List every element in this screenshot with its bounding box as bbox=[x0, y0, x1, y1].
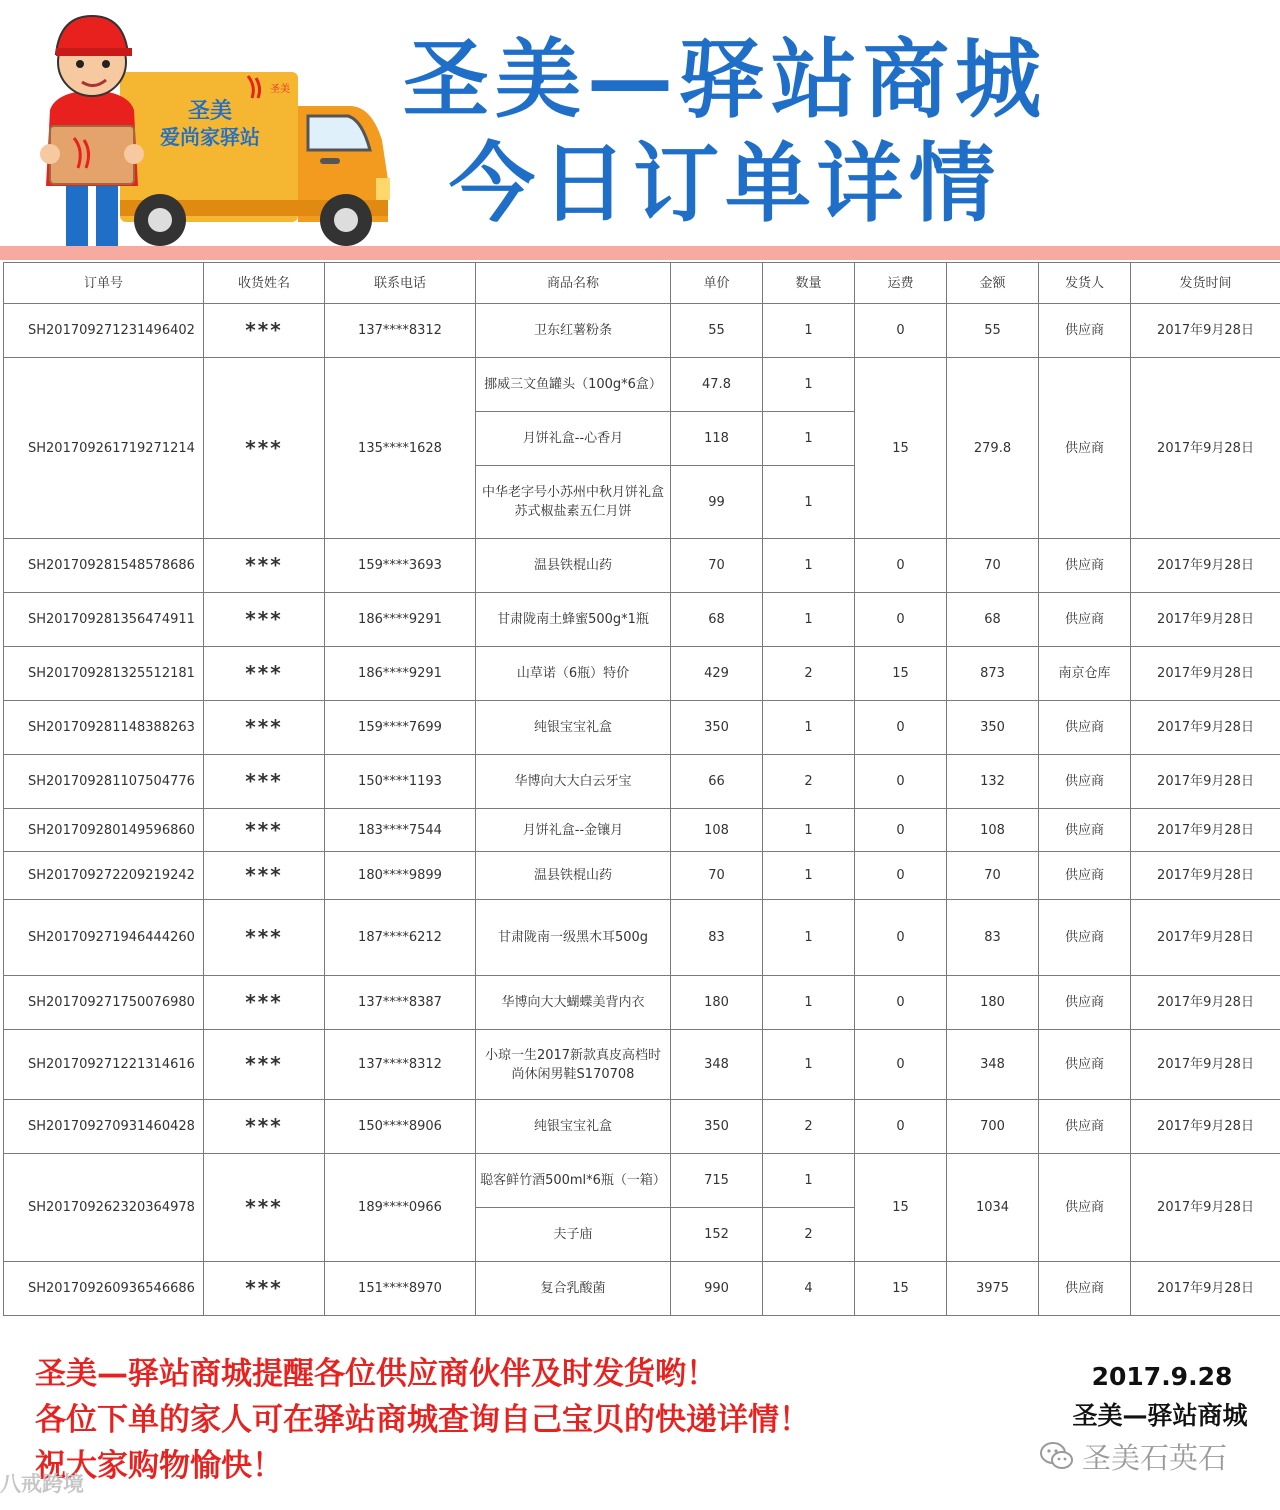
recipient-name-cell: *** bbox=[204, 976, 325, 1030]
quantity-cell: 1 bbox=[763, 304, 855, 358]
recipient-name-cell: *** bbox=[204, 593, 325, 647]
reminder-line-1: 圣美—驿站商城提醒各位供应商伙伴及时发货哟！ bbox=[35, 1356, 717, 1392]
amount-cell: 873 bbox=[947, 647, 1039, 701]
quantity-cell: 1 bbox=[763, 701, 855, 755]
amount-cell: 68 bbox=[947, 593, 1039, 647]
column-header-quantity: 数量 bbox=[763, 263, 855, 304]
ship-time-cell: 2017年9月28日 bbox=[1131, 358, 1280, 539]
recipient-name-cell: *** bbox=[204, 852, 325, 900]
product-name-cell: 卫东红薯粉条 bbox=[476, 304, 671, 358]
table-row bbox=[4, 539, 1280, 593]
phone-cell: 186****9291 bbox=[325, 593, 476, 647]
amount-cell: 1034 bbox=[947, 1154, 1039, 1262]
footer bbox=[0, 1340, 1280, 1510]
column-header-phone: 联系电话 bbox=[325, 263, 476, 304]
page-title-line-1: 圣美—驿站商城 bbox=[403, 30, 1047, 130]
quantity-cell: 1 bbox=[763, 900, 855, 976]
table-row bbox=[4, 701, 1280, 755]
phone-cell: 150****8906 bbox=[325, 1100, 476, 1154]
quantity-cell: 1 bbox=[763, 976, 855, 1030]
recipient-name-cell: *** bbox=[204, 809, 325, 852]
phone-cell: 159****3693 bbox=[325, 539, 476, 593]
orders-table bbox=[3, 262, 1280, 1316]
amount-cell: 348 bbox=[947, 1030, 1039, 1100]
column-header-shipper: 发货人 bbox=[1039, 263, 1131, 304]
unit-price-cell: 66 bbox=[671, 755, 763, 809]
phone-cell: 137****8312 bbox=[325, 1030, 476, 1100]
table-row bbox=[4, 976, 1280, 1030]
quantity-cell: 1 bbox=[763, 539, 855, 593]
table-row bbox=[4, 358, 1280, 412]
quantity-cell: 1 bbox=[763, 1154, 855, 1208]
product-name-cell: 中华老字号小苏州中秋月饼礼盒苏式椒盐素五仁月饼 bbox=[476, 466, 671, 539]
phone-cell: 159****7699 bbox=[325, 701, 476, 755]
product-name-cell: 华博向大大蝴蝶美背内衣 bbox=[476, 976, 671, 1030]
ship-time-cell: 2017年9月28日 bbox=[1131, 701, 1280, 755]
phone-cell: 186****9291 bbox=[325, 647, 476, 701]
ship-time-cell: 2017年9月28日 bbox=[1131, 539, 1280, 593]
unit-price-cell: 70 bbox=[671, 852, 763, 900]
unit-price-cell: 70 bbox=[671, 539, 763, 593]
amount-cell: 350 bbox=[947, 701, 1039, 755]
column-header-amount: 金额 bbox=[947, 263, 1039, 304]
ship-time-cell: 2017年9月28日 bbox=[1131, 1154, 1280, 1262]
order-id-cell: SH201709262320364978 bbox=[4, 1154, 204, 1262]
ship-time-cell: 2017年9月28日 bbox=[1131, 976, 1280, 1030]
quantity-cell: 1 bbox=[763, 466, 855, 539]
recipient-name-cell: *** bbox=[204, 1100, 325, 1154]
truck-logo-text: 圣美 bbox=[270, 84, 290, 95]
ship-time-cell: 2017年9月28日 bbox=[1131, 900, 1280, 976]
recipient-name-cell: *** bbox=[204, 358, 325, 539]
shipping-fee-cell: 0 bbox=[855, 852, 947, 900]
amount-cell: 83 bbox=[947, 900, 1039, 976]
order-id-cell: SH201709281356474911 bbox=[4, 593, 204, 647]
shipper-cell: 供应商 bbox=[1039, 701, 1131, 755]
product-name-cell: 夫子庙 bbox=[476, 1208, 671, 1262]
shipper-cell: 供应商 bbox=[1039, 976, 1131, 1030]
shipping-fee-cell: 0 bbox=[855, 1100, 947, 1154]
ship-time-cell: 2017年9月28日 bbox=[1131, 1030, 1280, 1100]
unit-price-cell: 108 bbox=[671, 809, 763, 852]
quantity-cell: 1 bbox=[763, 1030, 855, 1100]
order-id-cell: SH201709261719271214 bbox=[4, 358, 204, 539]
order-id-cell: SH201709271946444260 bbox=[4, 900, 204, 976]
ship-time-cell: 2017年9月28日 bbox=[1131, 304, 1280, 358]
unit-price-cell: 348 bbox=[671, 1030, 763, 1100]
phone-cell: 150****1193 bbox=[325, 755, 476, 809]
watermark bbox=[0, 1468, 84, 1498]
shipping-fee-cell: 0 bbox=[855, 976, 947, 1030]
quantity-cell: 1 bbox=[763, 809, 855, 852]
product-name-cell: 温县铁棍山药 bbox=[476, 539, 671, 593]
order-id-cell: SH201709271750076980 bbox=[4, 976, 204, 1030]
product-name-cell: 甘肃陇南一级黑木耳500g bbox=[476, 900, 671, 976]
quantity-cell: 4 bbox=[763, 1262, 855, 1316]
amount-cell: 3975 bbox=[947, 1262, 1039, 1316]
unit-price-cell: 83 bbox=[671, 900, 763, 976]
unit-price-cell: 118 bbox=[671, 412, 763, 466]
product-name-cell: 温县铁棍山药 bbox=[476, 852, 671, 900]
wechat-account-badge bbox=[1040, 1436, 1227, 1476]
phone-cell: 137****8312 bbox=[325, 304, 476, 358]
table-header-row bbox=[4, 263, 1280, 304]
shipper-cell: 供应商 bbox=[1039, 1030, 1131, 1100]
truck-sign-line1: 圣美 bbox=[187, 99, 233, 124]
unit-price-cell: 350 bbox=[671, 701, 763, 755]
shipping-fee-cell: 15 bbox=[855, 1262, 947, 1316]
product-name-cell: 纯银宝宝礼盒 bbox=[476, 701, 671, 755]
ship-time-cell: 2017年9月28日 bbox=[1131, 809, 1280, 852]
recipient-name-cell: *** bbox=[204, 1154, 325, 1262]
quantity-cell: 2 bbox=[763, 647, 855, 701]
shipping-fee-cell: 0 bbox=[855, 539, 947, 593]
recipient-name-cell: *** bbox=[204, 1262, 325, 1316]
table-row bbox=[4, 1154, 1280, 1208]
shipping-fee-cell: 0 bbox=[855, 593, 947, 647]
table-row bbox=[4, 755, 1280, 809]
product-name-cell: 月饼礼盒--金镶月 bbox=[476, 809, 671, 852]
unit-price-cell: 68 bbox=[671, 593, 763, 647]
wechat-account-name: 圣美石英石 bbox=[1082, 1440, 1228, 1475]
quantity-cell: 1 bbox=[763, 593, 855, 647]
ship-time-cell: 2017年9月28日 bbox=[1131, 593, 1280, 647]
order-id-cell: SH201709280149596860 bbox=[4, 809, 204, 852]
product-name-cell: 聪客鲜竹酒500ml*6瓶（一箱） bbox=[476, 1154, 671, 1208]
unit-price-cell: 47.8 bbox=[671, 358, 763, 412]
orders-body bbox=[4, 304, 1280, 1316]
recipient-name-cell: *** bbox=[204, 900, 325, 976]
shipper-cell: 供应商 bbox=[1039, 1262, 1131, 1316]
shipping-fee-cell: 15 bbox=[855, 1154, 947, 1262]
product-name-cell: 挪威三文鱼罐头（100g*6盒） bbox=[476, 358, 671, 412]
ship-time-cell: 2017年9月28日 bbox=[1131, 1262, 1280, 1316]
unit-price-cell: 55 bbox=[671, 304, 763, 358]
product-name-cell: 小琼一生2017新款真皮高档时尚休闲男鞋S170708 bbox=[476, 1030, 671, 1100]
product-name-cell: 山草诺（6瓶）特价 bbox=[476, 647, 671, 701]
order-id-cell: SH201709271231496402 bbox=[4, 304, 204, 358]
watermark-text: 八戒跨境 bbox=[0, 1472, 84, 1496]
order-id-cell: SH201709281148388263 bbox=[4, 701, 204, 755]
shipping-fee-cell: 0 bbox=[855, 900, 947, 976]
amount-cell: 279.8 bbox=[947, 358, 1039, 539]
amount-cell: 70 bbox=[947, 539, 1039, 593]
unit-price-cell: 180 bbox=[671, 976, 763, 1030]
table-row bbox=[4, 852, 1280, 900]
phone-cell: 151****8970 bbox=[325, 1262, 476, 1316]
order-id-cell: SH201709281548578686 bbox=[4, 539, 204, 593]
reminder-line-3: 祝大家购物愉快！ bbox=[35, 1448, 283, 1484]
ship-time-cell: 2017年9月28日 bbox=[1131, 755, 1280, 809]
column-header-product: 商品名称 bbox=[476, 263, 671, 304]
truck-sign-line2: 爱尚家驿站 bbox=[160, 125, 260, 149]
shipper-cell: 供应商 bbox=[1039, 1154, 1131, 1262]
shipping-fee-cell: 15 bbox=[855, 647, 947, 701]
unit-price-cell: 99 bbox=[671, 466, 763, 539]
column-header-ship-time: 发货时间 bbox=[1131, 263, 1280, 304]
table-row bbox=[4, 1100, 1280, 1154]
table-row bbox=[4, 1262, 1280, 1316]
table-row bbox=[4, 593, 1280, 647]
amount-cell: 132 bbox=[947, 755, 1039, 809]
shipper-cell: 供应商 bbox=[1039, 593, 1131, 647]
phone-cell: 180****9899 bbox=[325, 852, 476, 900]
shipper-cell: 供应商 bbox=[1039, 755, 1131, 809]
recipient-name-cell: *** bbox=[204, 304, 325, 358]
product-name-cell: 华博向大大白云牙宝 bbox=[476, 755, 671, 809]
shipping-fee-cell: 0 bbox=[855, 809, 947, 852]
ship-time-cell: 2017年9月28日 bbox=[1131, 647, 1280, 701]
column-header-unit-price: 单价 bbox=[671, 263, 763, 304]
order-id-cell: SH201709281325512181 bbox=[4, 647, 204, 701]
quantity-cell: 1 bbox=[763, 412, 855, 466]
phone-cell: 135****1628 bbox=[325, 358, 476, 539]
unit-price-cell: 350 bbox=[671, 1100, 763, 1154]
column-header-order-id: 订单号 bbox=[4, 263, 204, 304]
wechat-icon bbox=[1040, 1441, 1074, 1471]
table-row bbox=[4, 1030, 1280, 1100]
amount-cell: 70 bbox=[947, 852, 1039, 900]
quantity-cell: 1 bbox=[763, 852, 855, 900]
shipper-cell: 供应商 bbox=[1039, 852, 1131, 900]
unit-price-cell: 152 bbox=[671, 1208, 763, 1262]
footer-shop-name: 圣美—驿站商城 bbox=[1072, 1401, 1248, 1430]
shipper-cell: 供应商 bbox=[1039, 358, 1131, 539]
amount-cell: 55 bbox=[947, 304, 1039, 358]
table-row bbox=[4, 809, 1280, 852]
table-row bbox=[4, 304, 1280, 358]
recipient-name-cell: *** bbox=[204, 701, 325, 755]
shipper-cell: 供应商 bbox=[1039, 1100, 1131, 1154]
shipper-cell: 供应商 bbox=[1039, 900, 1131, 976]
product-name-cell: 复合乳酸菌 bbox=[476, 1262, 671, 1316]
recipient-name-cell: *** bbox=[204, 647, 325, 701]
phone-cell: 189****0966 bbox=[325, 1154, 476, 1262]
order-id-cell: SH201709271221314616 bbox=[4, 1030, 204, 1100]
unit-price-cell: 715 bbox=[671, 1154, 763, 1208]
table-row bbox=[4, 647, 1280, 701]
quantity-cell: 2 bbox=[763, 755, 855, 809]
ship-time-cell: 2017年9月28日 bbox=[1131, 852, 1280, 900]
order-id-cell: SH201709270931460428 bbox=[4, 1100, 204, 1154]
unit-price-cell: 990 bbox=[671, 1262, 763, 1316]
phone-cell: 183****7544 bbox=[325, 809, 476, 852]
quantity-cell: 2 bbox=[763, 1100, 855, 1154]
header bbox=[0, 0, 1280, 246]
page-title-line-2: 今日订单详情 bbox=[449, 134, 1001, 234]
shipping-fee-cell: 0 bbox=[855, 304, 947, 358]
shipping-fee-cell: 0 bbox=[855, 701, 947, 755]
column-header-recipient: 收货姓名 bbox=[204, 263, 325, 304]
quantity-cell: 2 bbox=[763, 1208, 855, 1262]
phone-cell: 187****6212 bbox=[325, 900, 476, 976]
column-header-shipping: 运费 bbox=[855, 263, 947, 304]
shipping-fee-cell: 0 bbox=[855, 1030, 947, 1100]
amount-cell: 700 bbox=[947, 1100, 1039, 1154]
footer-date: 2017.9.28 bbox=[1091, 1362, 1233, 1391]
reminder-line-2: 各位下单的家人可在驿站商城查询自己宝贝的快递详情！ bbox=[35, 1402, 810, 1438]
shipper-cell: 供应商 bbox=[1039, 539, 1131, 593]
shipper-cell: 供应商 bbox=[1039, 304, 1131, 358]
amount-cell: 180 bbox=[947, 976, 1039, 1030]
recipient-name-cell: *** bbox=[204, 539, 325, 593]
recipient-name-cell: *** bbox=[204, 1030, 325, 1100]
shipper-cell: 供应商 bbox=[1039, 809, 1131, 852]
header-divider bbox=[0, 246, 1280, 260]
order-id-cell: SH201709272209219242 bbox=[4, 852, 204, 900]
product-name-cell: 月饼礼盒--心香月 bbox=[476, 412, 671, 466]
product-name-cell: 纯银宝宝礼盒 bbox=[476, 1100, 671, 1154]
phone-cell: 137****8387 bbox=[325, 976, 476, 1030]
order-id-cell: SH201709260936546686 bbox=[4, 1262, 204, 1316]
quantity-cell: 1 bbox=[763, 358, 855, 412]
order-id-cell: SH201709281107504776 bbox=[4, 755, 204, 809]
shipping-fee-cell: 0 bbox=[855, 755, 947, 809]
table-row bbox=[4, 900, 1280, 976]
amount-cell: 108 bbox=[947, 809, 1039, 852]
shipper-cell: 南京仓库 bbox=[1039, 647, 1131, 701]
ship-time-cell: 2017年9月28日 bbox=[1131, 1100, 1280, 1154]
recipient-name-cell: *** bbox=[204, 755, 325, 809]
product-name-cell: 甘肃陇南土蜂蜜500g*1瓶 bbox=[476, 593, 671, 647]
unit-price-cell: 429 bbox=[671, 647, 763, 701]
shipping-fee-cell: 15 bbox=[855, 358, 947, 539]
